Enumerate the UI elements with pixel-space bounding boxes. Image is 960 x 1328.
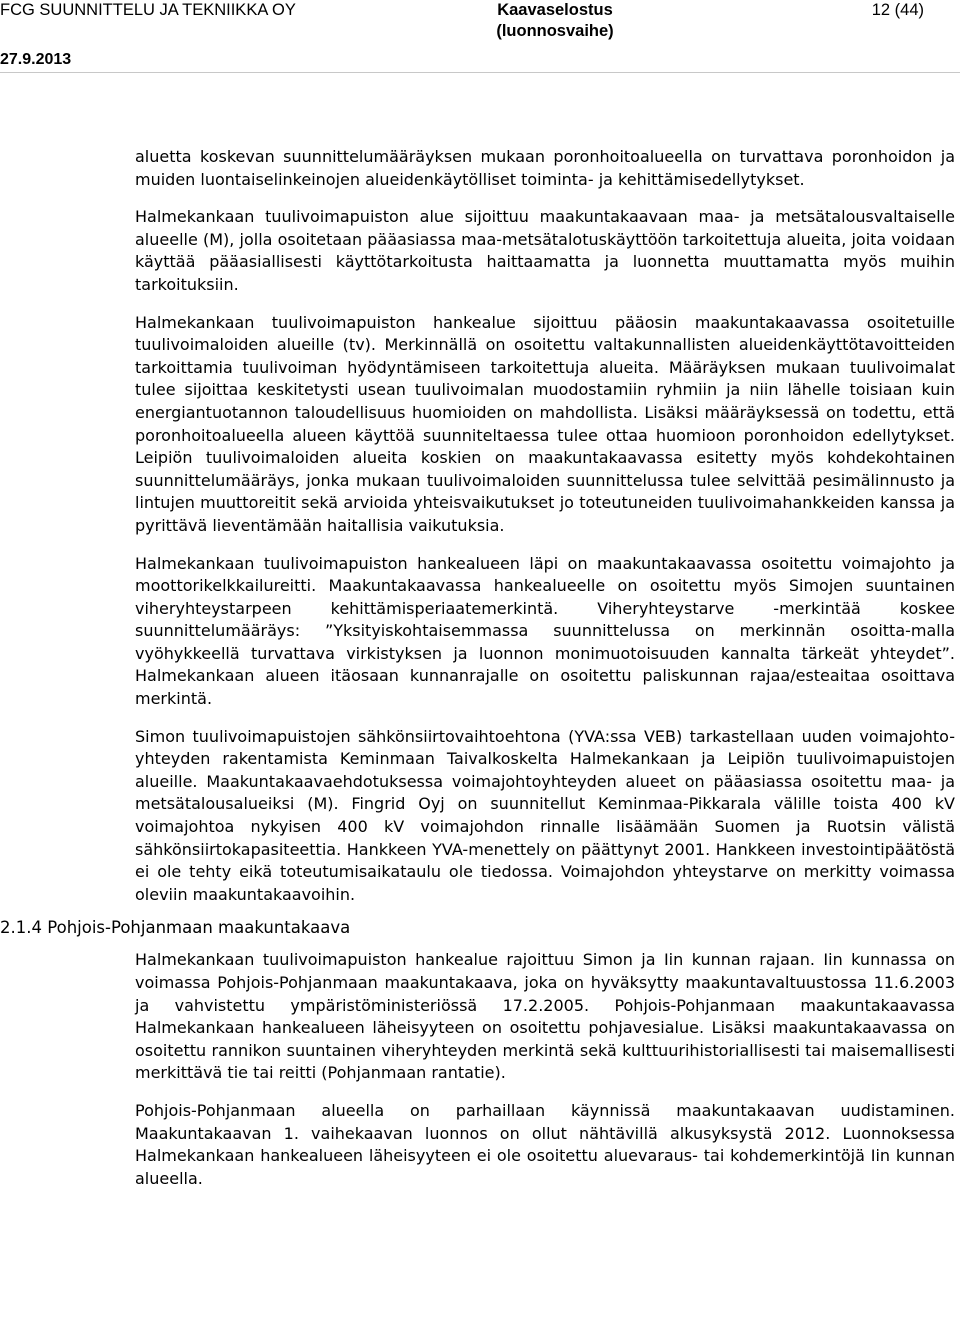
header-divider — [0, 72, 960, 73]
document-body — [0, 146, 955, 1205]
document-date: 27.9.2013 — [0, 51, 72, 68]
paragraph: Pohjois-Pohjanmaan alueella on parhaillaan käynnissä maakuntakaavan uudistaminen. Maakuntakaavan 1. vaihekaavan luonnos on ollut nähtävillä alkusyksystä 2012. Luonnoksessa Halmekankaan hankealueen läheisyyteen ei ole osoitettu aluevaraus- tai kohdemerkintöjä Iin kunnan alueella. — [135, 1100, 955, 1188]
page-number: 12 (44) — [871, 1, 924, 19]
paragraph: Halmekankaan tuulivoimapuiston hankealue sijoittuu pääosin maakuntakaavassa osoitetuille tuulivoimaloiden alueille (tv). Merkinnällä on osoitettu valtakunnallisten alueidenkäyttötavoitteiden tarkoittamia tuulivoiman hyödyntämiseen tarkoitettuja alueita. Määräyksen mukaan tuulivoimalat tulee sijoittaa keskitetysti usean tuulivoimalan muodostamiin ryhmiin ja niin lähelle toisiaan kuin energiantuotannon taloudellisuus huomioiden on mahdollista. Lisäksi määräyksessä on todettu, että poronhoitoalueella alueen käyttöä suunniteltaessa tulee ottaa huomioon poronhoidon edellytykset. Leipiön tuulivoimaloiden alueita koskien on maakuntakaavassa esitetty myös kohdekohtainen suunnittelumääräys, jonka mukaan tuulivoimaloiden suunnittelussa tulee selvittää pesimälinnusto ja lintujen muuttoreitit sekä arvioida yhteisvaikutukset jo toteutuneiden tuulivoimahankkeiden kanssa ja pyrittävä lieventämään haitallisia vaikutuksia. — [135, 312, 955, 535]
page-header — [0, 0, 960, 80]
paragraph: Halmekankaan tuulivoimapuiston alue sijoittuu maakuntakaavaan maa- ja metsätalousvaltaiselle alueelle (M), jolla osoitetaan pääasiassa maa-metsätalotuskäyttöön tarkoitettuja alueita, joita voidaan käyttää pääasiallisesti käyttötarkoitusta haittaamatta ja luonnetta muuttamatta myös muihin tarkoituksiin. — [135, 207, 955, 294]
section-heading — [0, 917, 955, 939]
section-number: 2.1.4 — [0, 918, 42, 938]
document-title-line2: (luonnosvaihe) — [496, 22, 614, 40]
document-title-line1: Kaavaselostus — [497, 1, 613, 19]
paragraph: Simon tuulivoimapuistojen sähkönsiirtovaihtoehtona (YVA:ssa VEB) tarkastellaan uuden voimajohto-yhteyden rakentamista Keminmaan Taivalkoskelta Halmekankaan ja Leipiön tuulivoimapuistojen alueille. Maakuntakaavaehdotuksessa voimajohtoyhteyden alueet on pääasiassa osoitettu maa- ja metsätalousalueiksi (M). Fingrid Oyj on suunnitellut Keminmaa-Pikkarala välille toista 400 kV voimajohtoa nykyisen 400 kV voimajohdon rinnalle lisäämään Suomen ja Ruotsin välistä sähkönsiirtokapasiteettia. Hankkeen YVA-menettely on päättynyt 2001. Hankkeen investointipäätöstä ei ole tehty eikä toteutumisaikataulu ole tiedossa. Voimajohdon yhteystarve on merkitty voimassa oleviin maakuntakaavoihin. — [135, 726, 955, 904]
paragraph: Halmekankaan tuulivoimapuiston hankealueen läpi on maakuntakaavassa osoitettu voimajohto ja moottorikelkkailureitti. Maakuntakaavassa hankealueelle on osoitettu myös Simojen suuntainen viheryhteystarpeen kehittämisperiaatemerkintä. Viheryhteystarve -merkintää koskee suunnittelumääräys: ”Yksityiskohtaisemmassa suunnittelussa on merkinnän osoitta-malla vyöhykkeellä turvattava virkistyksen ja luonnon monimuotoisuuden kannalta tärkeät yhteydet”. Halmekankaan alueen itäosaan kunnanrajalle on osoitettu paliskunnan rajaa/esteaitaa osoittava merkintä. — [135, 553, 955, 709]
paragraph: aluetta koskevan suunnittelumääräyksen mukaan poronhoitoalueella on turvattava poronhoidon ja muiden luontaiselinkeinojen alueidenkäytölliset toiminta- ja kehittämisedellytykset. — [135, 147, 955, 189]
paragraph: Halmekankaan tuulivoimapuiston hankealue rajoittuu Simon ja Iin kunnan rajaan. Iin kunnassa on voimassa Pohjois-Pohjanmaan maakuntakaava, joka on hyväksytty maakuntavaltuustossa 11.6.2003 ja vahvistettu ympäristöministeriössä 17.2.2005. Pohjois-Pohjanmaan maakuntakaavassa Halmekankaan hankealueen läheisyyteen on osoitettu pohjavesialue. Lisäksi maakuntakaavassa on osoitettu rannikon suuntainen viheryhteyden merkintä sekä kulttuurihistoriallisesti tai maisemallisesti merkittävä tie tai reitti (Pohjanmaan rantatie). — [135, 950, 955, 1083]
document-title — [420, 0, 690, 42]
section-title: Pohjois-Pohjanmaan maakuntakaava — [47, 918, 351, 938]
company-name: FCG SUUNNITTELU JA TEKNIIKKA OY — [0, 1, 296, 19]
